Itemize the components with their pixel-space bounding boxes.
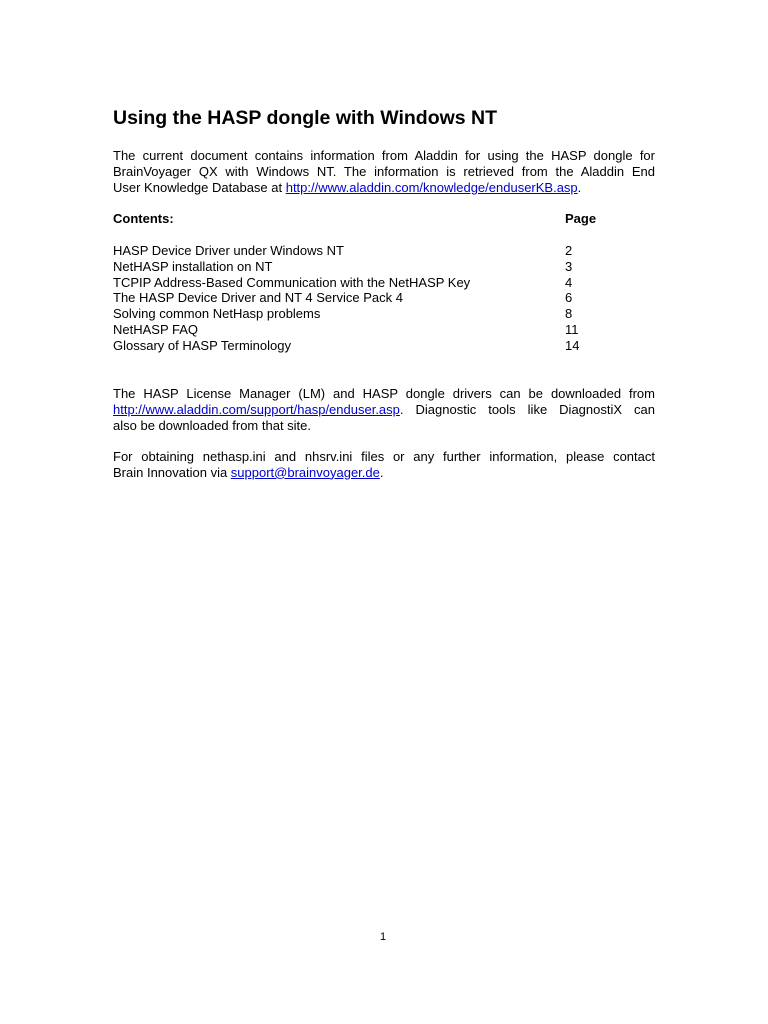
intro-line-3 [113, 180, 655, 196]
downloads-line-2-suffix: . Diagnostic tools like DiagnostiX can [399, 401, 655, 417]
knowledge-base-link[interactable]: http://www.aladdin.com/knowledge/enduserKB.asp [285, 179, 578, 195]
page-column-heading: Page [565, 211, 597, 226]
downloads-line-1: The HASP License Manager (LM) and HASP dongle drivers can be downloaded from [113, 386, 655, 401]
contact-line-1: For obtaining nethasp.ini and nhsrv.ini files or any further information, please contact [113, 449, 655, 464]
contents-item-page: 3 [565, 258, 573, 274]
contents-list [113, 243, 593, 354]
contents-item [113, 275, 593, 291]
contents-item-label: NetHASP FAQ [113, 321, 199, 337]
contents-item [113, 290, 593, 306]
contents-item-page: 6 [565, 290, 573, 306]
intro-line-3-prefix: User Knowledge Database at [113, 179, 286, 195]
document-title: Using the HASP dongle with Windows NT [113, 107, 498, 129]
contents-item-page: 14 [565, 337, 580, 353]
downloads-line-3: also be downloaded from that site. [113, 417, 312, 433]
contents-item-label: The HASP Device Driver and NT 4 Service Pack 4 [113, 290, 403, 306]
contents-item [113, 322, 593, 338]
contents-item [113, 338, 593, 354]
contact-paragraph [113, 449, 655, 481]
contact-line-2 [113, 465, 655, 481]
contents-header-row [113, 211, 597, 227]
intro-line-1: The current document contains information from Aladdin for using the HASP dongle for [113, 148, 655, 163]
contents-item-label: TCPIP Address-Based Communication with the NetHASP Key [113, 274, 471, 290]
contents-item [113, 259, 593, 275]
table-of-contents [113, 211, 597, 353]
contents-item-page: 11 [565, 321, 579, 337]
support-email-link[interactable]: support@brainvoyager.de [230, 464, 380, 480]
downloads-line-2 [113, 402, 655, 418]
contents-heading: Contents: [113, 211, 174, 226]
contents-item-page: 4 [565, 274, 573, 290]
contents-item-label: HASP Device Driver under Windows NT [113, 243, 344, 258]
contents-item [113, 306, 593, 322]
contents-item-page: 8 [565, 306, 573, 322]
contact-line-2-suffix: . [379, 464, 384, 480]
downloads-paragraph [113, 386, 655, 433]
contact-line-2-prefix: Brain Innovation via [113, 464, 231, 480]
contents-item [113, 243, 593, 259]
intro-line-2: BrainVoyager QX with Windows NT. The information is retrieved from the Aladdin End [113, 163, 655, 179]
hasp-download-link[interactable]: http://www.aladdin.com/support/hasp/enduser.asp [113, 401, 400, 417]
page-number: 1 [380, 931, 387, 943]
intro-paragraph [113, 148, 655, 195]
contents-item-label: NetHASP installation on NT [113, 258, 273, 274]
contents-item-label: Solving common NetHasp problems [113, 306, 321, 322]
contents-item-label: Glossary of HASP Terminology [113, 337, 291, 353]
contents-item-page: 2 [565, 243, 573, 258]
intro-line-3-suffix: . [577, 179, 582, 195]
